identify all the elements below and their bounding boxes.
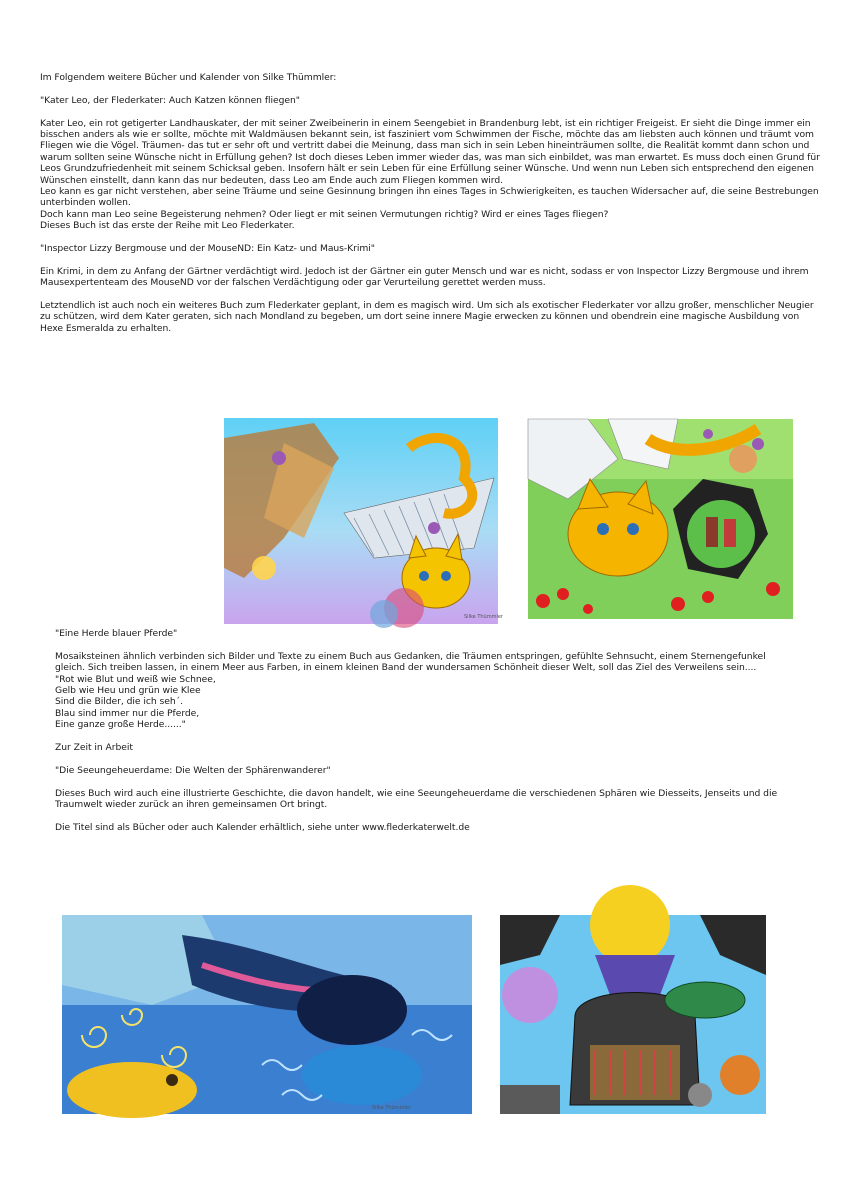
book-description-paragraph: Dieses Buch ist das erste der Reihe mit Leo Flederkater. xyxy=(40,220,295,232)
book-description-paragraph: Dieses Buch wird auch eine illustrierte Geschichte, die davon handelt, wie eine Seeungeheuerdame die verschiedenen Sphären wie Diesseits, Jenseits und die Traumwelt wieder zurück an ihren gemeinsamen Ort bringt. xyxy=(55,787,778,811)
book-title-herde-blauer-pferde: "Eine Herde blauer Pferde" xyxy=(55,628,178,639)
illustration-flying-cat xyxy=(224,418,503,624)
poem-line: Sind die Bilder, die ich seh´. xyxy=(55,696,184,708)
book-description-paragraph: Letztendlich ist auch noch ein weiteres Buch zum Flederkater geplant, in dem es magisch wird. Um sich als exotischer Flederkater vor allzu großer, menschlicher Neugier zu schützen, wird dem Kater geraten, sich nach Mondland zu begeben, um dort seine innere Magie erwecken zu können und obendrein eine magische Ausbildung von Hexe Esmeralda zu erhalten. xyxy=(40,300,814,334)
signature-text: Silke Thümmler xyxy=(464,614,503,620)
book-title-kater-leo: "Kater Leo, der Flederkater: Auch Katzen können fliegen" xyxy=(40,94,300,106)
availability-note: Die Titel sind als Bücher oder auch Kalender erhältlich, siehe unter www.flederkaterwelt.de xyxy=(55,821,470,833)
text-block-top xyxy=(40,72,820,334)
status-note: Zur Zeit in Arbeit xyxy=(55,742,133,754)
poem-line: Eine ganze große Herde......" xyxy=(55,719,186,731)
poem-line: Blau sind immer nur die Pferde, xyxy=(55,707,200,719)
signature-text: Silke Thümmler xyxy=(372,1105,411,1111)
book-description-paragraph: Ein Krimi, in dem zu Anfang der Gärtner verdächtigt wird. Jedoch ist der Gärtner ein guter Mensch und war es nicht, sodass er von Inspector Lizzy Bergmouse und ihrem Mausexpertenteam des MouseND vor der falschen Verdächtigung oder gar Verurteilung gerettet werden muss. xyxy=(40,265,809,289)
illustration-winged-cat-porthole xyxy=(528,419,793,619)
text-block-middle xyxy=(55,628,785,833)
book-title-seeungeheuerdame: "Die Seeungeheuerdame: Die Welten der Sphärenwanderer" xyxy=(55,764,331,776)
book-description-paragraph: Doch kann man Leo seine Begeisterung nehmen? Oder liegt er mit seinen Vermutungen richtig? Wird er eines Tages fliegen? xyxy=(40,208,609,220)
poem-line: "Rot wie Blut und weiß wie Schnee, xyxy=(55,673,216,685)
intro-line: Im Folgendem weitere Bücher und Kalender von Silke Thümmler: xyxy=(40,72,337,83)
book-description-paragraph: Mosaiksteinen ähnlich verbinden sich Bilder und Texte zu einem Buch aus Gedanken, die Träumen entspringen, gefühlte Sehnsucht, einem Sternengefunkel gleich. Sich treiben lassen, in einem Meer aus Farben, in einem kleinen Band der wundersamen Schönheit dieser Welt, soll das Ziel des Verweilens sein.... xyxy=(55,650,766,674)
illustration-fantasy-collage xyxy=(500,915,766,1114)
illustration-sea-painting xyxy=(62,915,472,1114)
book-description-paragraph: Leo kann es gar nicht verstehen, aber seine Träume und seine Gesinnung bringen ihn eines Tages in Schwierigkeiten, es tauchen Widersacher auf, die seine Bestrebungen unterbinden wollen. xyxy=(40,186,819,209)
poem-line: Gelb wie Heu und grün wie Klee xyxy=(55,685,201,697)
book-description-paragraph: Kater Leo, ein rot getigerter Landhauskater, der mit seiner Zweibeinerin in einem Seengebiet in Brandenburg lebt, ist ein richtiger Freigeist. Er sieht die Dinge immer ein bisschen anders als wie er sollte, möchte mit Waldmäusen bekannt sein, ist fasziniert vom Schwimmen der Fische, möchte das am liebsten auch können und träumt vom Fliegen wie die Vögel. Träumen- das tut er sehr oft und vertritt dabei die Meinung, dass man sich in sein Leben hineinträumen sollte, die Realität kommt dann schon und warum sollten seine Wünsche nicht in Erfüllung gehen? Ist doch dieses Leben immer wieder das, was man sich einbildet, was man erwartet. Es muss doch einen Grund für Leos Grundzufriedenheit mit seinem Schicksal geben. Insofern hält er sein Leben für eine Erfüllung seiner Wünsche. Und wenn nun Leben sich entsprechend den eigenen Wünschen einstellt, dann kann das nur bedeuten, dass Leo am Ende auch zum Fliegen kommen wird. xyxy=(40,117,820,186)
book-title-inspector-lizzy: "Inspector Lizzy Bergmouse und der MouseND: Ein Katz- und Maus-Krimi" xyxy=(40,243,375,255)
